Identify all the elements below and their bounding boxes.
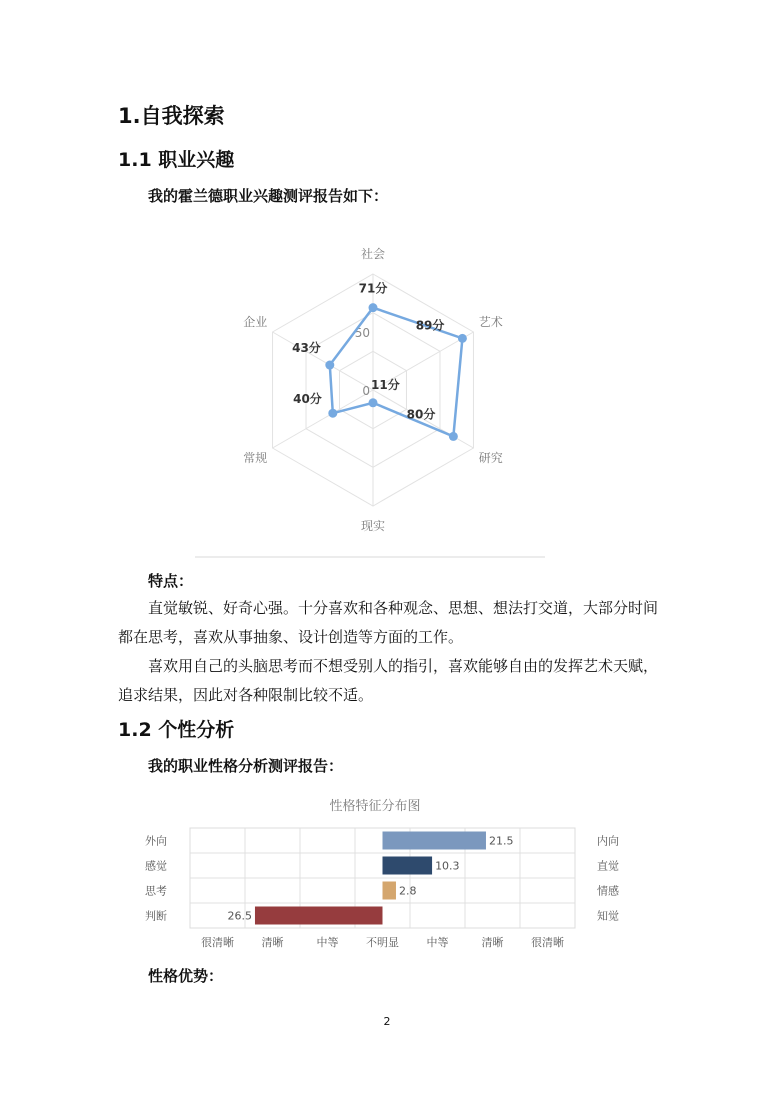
bar-right-label: 情感 xyxy=(597,884,619,898)
radar-point xyxy=(328,409,337,418)
bar-right-label: 内向 xyxy=(597,834,619,848)
radar-scale-ticks xyxy=(355,326,370,398)
page-number: 2 xyxy=(383,1015,391,1028)
bar-value-label: 2.8 xyxy=(398,884,417,898)
bar-x-tick: 不明显 xyxy=(366,936,399,949)
radar-spoke xyxy=(273,390,373,448)
bar-x-tick: 清晰 xyxy=(261,936,284,949)
radar-spoke xyxy=(273,332,373,390)
bar-left-label: 感觉 xyxy=(145,859,167,873)
bar-x-tick: 中等 xyxy=(426,936,449,949)
bar-left-label: 思考 xyxy=(145,884,167,898)
radar-point xyxy=(458,334,467,343)
interest-intro: 我的霍兰德职业兴趣测评报告如下： xyxy=(148,187,389,205)
bar-left-label: 外向 xyxy=(145,834,167,848)
features-label: 特点： xyxy=(148,572,194,590)
personality-bar-chart xyxy=(130,792,640,952)
bar-value-label: 21.5 xyxy=(488,834,514,848)
bar-x-tick: 清晰 xyxy=(481,936,504,949)
bar xyxy=(383,832,486,850)
radar-axis-label: 社会 xyxy=(360,247,386,261)
features-paragraph-2: 喜欢用自己的头脑思考而不想受别人的指引，喜欢能够自由的发挥艺术天赋，追求结果，因此对各种限制比较不适。 xyxy=(118,657,659,704)
personality-heading: 1.2 个性分析 xyxy=(118,719,235,741)
features-paragraph-1: 直觉敏锐、好奇心强。十分喜欢和各种观念、思想、想法打交道，大部分时间都在思考，喜欢从事抽象、设计创造等方面的工作。 xyxy=(118,599,659,646)
radar-axis-label: 研究 xyxy=(478,451,503,465)
bar-value-label: 10.3 xyxy=(435,859,460,873)
advantages-label: 性格优势： xyxy=(148,967,224,985)
holland-radar-chart xyxy=(190,245,550,565)
radar-value-label: 40分 xyxy=(293,392,322,407)
bar-chart-title: 性格特征分布图 xyxy=(329,799,421,814)
radar-axis-label: 现实 xyxy=(360,519,386,533)
bar xyxy=(383,882,396,900)
bar-right-label: 直觉 xyxy=(597,859,619,873)
personality-intro: 我的职业性格分析测评报告： xyxy=(148,757,344,775)
interest-heading: 1.1 职业兴趣 xyxy=(118,149,235,171)
section-title: 1.自我探索 xyxy=(118,104,225,128)
radar-point xyxy=(449,432,458,441)
radar-axis-label: 艺术 xyxy=(478,315,503,329)
bar-x-tick: 中等 xyxy=(316,936,339,949)
radar-axis-label: 常规 xyxy=(243,451,268,465)
bar xyxy=(383,857,433,875)
radar-value-label: 80分 xyxy=(406,407,436,422)
radar-points xyxy=(325,303,467,441)
bar-right-label: 知觉 xyxy=(597,909,619,923)
radar-point xyxy=(325,361,334,370)
bar-x-tick: 很清晰 xyxy=(201,936,234,949)
radar-value-label: 89分 xyxy=(415,318,445,333)
radar-scale-tick: 0 xyxy=(362,384,370,398)
radar-value-label: 11分 xyxy=(371,377,400,392)
bar-x-ticks xyxy=(201,935,564,949)
radar-value-label: 71分 xyxy=(358,281,388,296)
bar xyxy=(255,907,383,925)
bar-left-label: 判断 xyxy=(145,909,167,923)
radar-point xyxy=(369,398,378,407)
radar-axis-label: 企业 xyxy=(243,315,268,329)
bar-value-label: 26.5 xyxy=(227,909,252,923)
radar-point xyxy=(369,303,378,312)
bar-x-tick: 很清晰 xyxy=(531,936,564,949)
radar-value-label: 43分 xyxy=(292,341,321,356)
radar-scale-tick: 50 xyxy=(354,326,370,340)
